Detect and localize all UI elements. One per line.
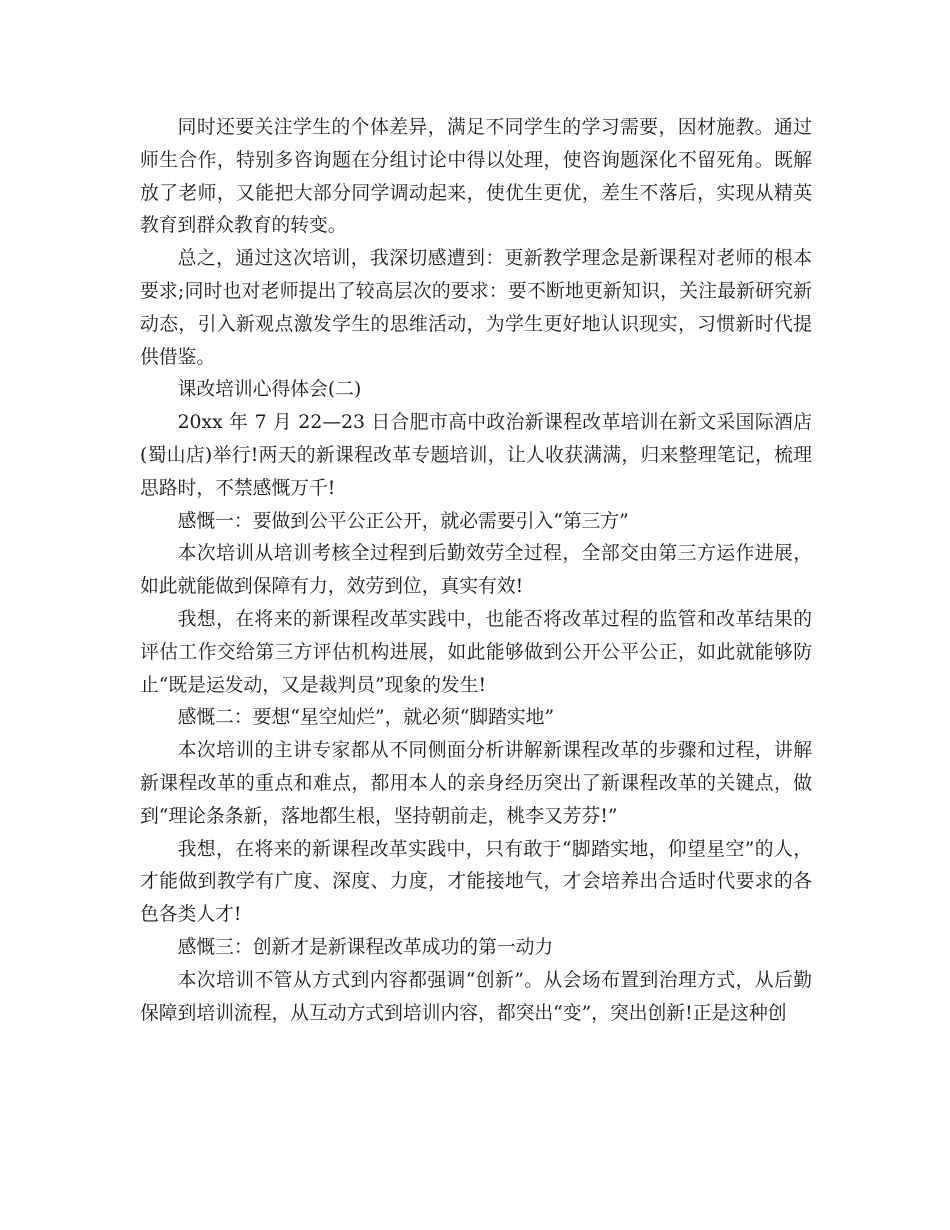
- subsection-heading: 感慨二：要想“星空灿烂”，就必须“脚踏实地”: [177, 707, 555, 729]
- body-paragraph: 同时还要关注学生的个体差异，满足不同学生的学习需要，因材施教。通过师生合作，特别多咨询题在分组讨论中得以处理，使咨询题深化不留死角。既解放了老师，又能把大部分同学调动起来，使优生更优，差生不落后，实现从精英教育到群众教育的转变。: [140, 117, 812, 237]
- body-paragraph: 总之，通过这次培训，我深切感遭到：更新教学理念是新课程对老师的根本要求;同时也对老师提出了较高层次的要求：要不断地更新知识，关注最新研究新动态，引入新观点激发学生的思维活动，为学生更好地认识现实，习惯新时代提供借鉴。: [140, 248, 812, 368]
- body-paragraph: 我想，在将来的新课程改革实践中，只有敢于“脚踏实地，仰望星空”的人，才能做到教学有广度、深度、力度，才能接地气，才会培养出合适时代要求的各色各类人才!: [140, 838, 812, 926]
- subsection-heading: 感慨一：要做到公平公正公开，就必需要引入“第三方”: [177, 510, 629, 532]
- body-paragraph: 我想，在将来的新课程改革实践中，也能否将改革过程的监管和改革结果的评估工作交给第三方评估机构进展，如此能够做到公开公平公正，如此就能够防止“既是运发动，又是裁判员”现象的发生!: [140, 608, 812, 696]
- document-body: [140, 112, 812, 1030]
- body-paragraph: 本次培训的主讲专家都从不同侧面分析讲解新课程改革的步骤和过程，讲解新课程改革的重点和难点，都用本人的亲身经历突出了新课程改革的关键点，做到“理论条条新，落地都生根，坚持朝前走，桃李又芳芬!”: [140, 740, 812, 827]
- body-paragraph: 本次培训从培训考核全过程到后勤效劳全过程，全部交由第三方运作进展，如此就能做到保障有力，效劳到位，真实有效!: [140, 543, 812, 598]
- body-paragraph: 20xx 年 7 月 22—23 日合肥市高中政治新课程改革培训在新文采国际酒店(蜀山店)举行!两天的新课程改革专题培训，让人收获满满，归来整理笔记，梳理思路时，不禁感慨万千!: [140, 412, 812, 499]
- body-paragraph: 本次培训不管从方式到内容都强调“创新”。从会场布置到治理方式，从后勤保障到培训流程，从互动方式到培训内容，都突出“变”，突出创新!正是这种创: [140, 969, 812, 1024]
- subsection-heading: 感慨三：创新才是新课程改革成功的第一动力: [177, 936, 554, 958]
- section-title: 课改培训心得体会(二): [177, 379, 362, 401]
